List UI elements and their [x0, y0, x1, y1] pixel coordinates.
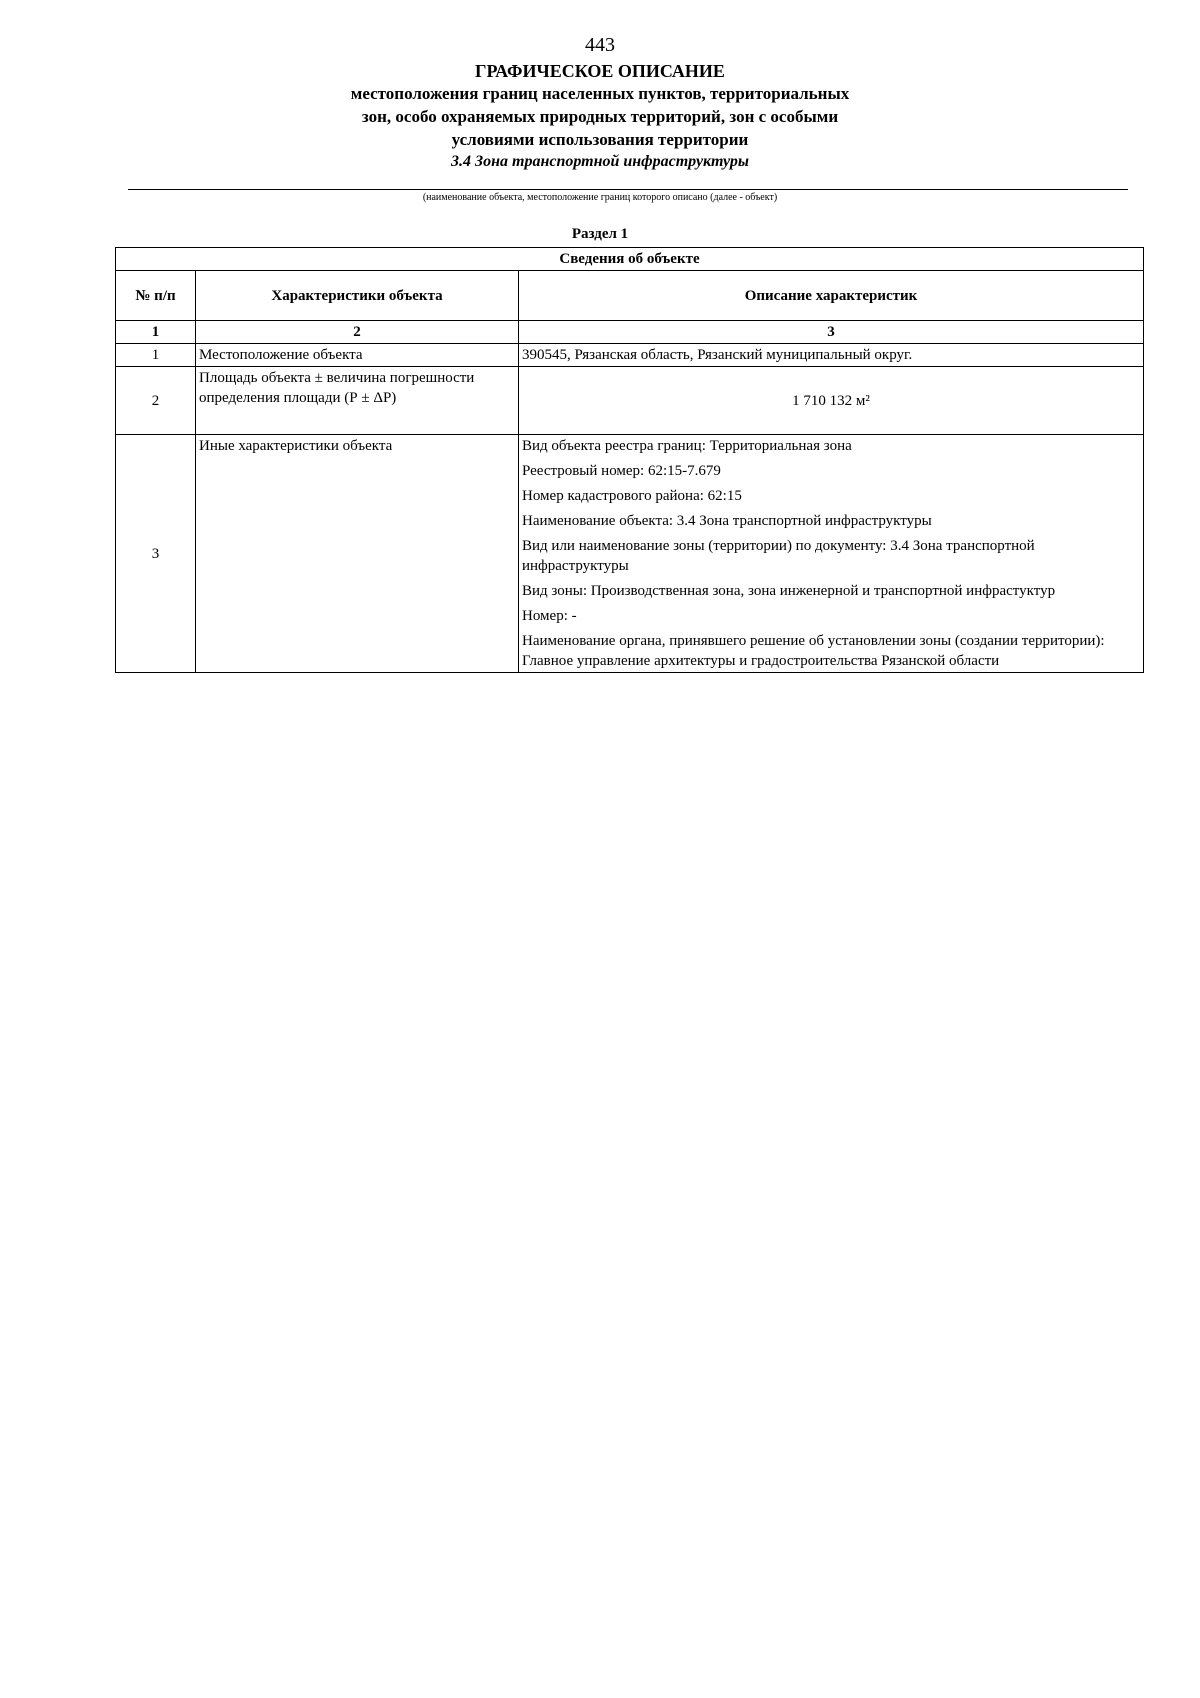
document-title: ГРАФИЧЕСКОЕ ОПИСАНИЕ — [475, 61, 725, 81]
page-number: 443 — [585, 34, 615, 56]
description-line: Вид объекта реестра границ: Территориальная зона — [522, 438, 852, 454]
object-caption: (наименование объекта, местоположение границ которого описано (далее - объект) — [422, 192, 778, 203]
table-row — [116, 435, 1144, 673]
column-number-row — [116, 321, 1144, 344]
header-num: № п/п — [116, 271, 196, 321]
row-num: 1 — [116, 344, 196, 367]
row-num: 3 — [116, 435, 196, 673]
column-number-3: 3 — [519, 321, 1144, 344]
document-subtitle-line-3: условиями использования территории — [451, 130, 749, 149]
description-line: Номер кадастрового района: 62:15 — [522, 488, 742, 504]
column-number-1: 1 — [116, 321, 196, 344]
description-line: Вид или наименование зоны (территории) по документу: 3.4 Зона транспортной инфраструктуры — [522, 538, 1035, 574]
description-line: Вид зоны: Производственная зона, зона инженерной и транспортной инфрастуктур — [522, 583, 1056, 599]
description-line: Реестровый номер: 62:15-7.679 — [522, 463, 721, 479]
document-subtitle-line-2: зон, особо охраняемых природных территорий, зон с особыми — [361, 107, 839, 126]
column-number-2: 2 — [196, 321, 519, 344]
table-title-row — [116, 248, 1144, 271]
document-title-block — [0, 60, 1200, 173]
object-info-table — [115, 247, 1144, 673]
table-row — [116, 344, 1144, 367]
row-characteristic: Площадь объекта ± величина погрешности определения площади (Р ± ΔР) — [196, 367, 519, 435]
row-num: 2 — [116, 367, 196, 435]
row-description: 390545, Рязанская область, Рязанский муниципальный округ. — [519, 344, 1144, 367]
table-title: Сведения об объекте — [116, 248, 1144, 271]
row-description: 1 710 132 м² — [519, 367, 1144, 435]
object-name: 3.4 Зона транспортной инфраструктуры — [451, 153, 749, 170]
row-characteristic: Иные характеристики объекта — [196, 435, 519, 673]
object-name-underline — [128, 189, 1128, 190]
document-subtitle-line-1: местоположения границ населенных пунктов, территориальных — [350, 84, 850, 103]
header-characteristic: Характеристики объекта — [196, 271, 519, 321]
description-line: Наименование органа, принявшего решение об установлении зоны (создании территории): Главное управление архитектуры и градостроительства Рязанской области — [522, 633, 1105, 669]
row-description-list — [519, 435, 1144, 673]
table-header-row — [116, 271, 1144, 321]
description-line: Номер: - — [522, 608, 577, 624]
table-row — [116, 367, 1144, 435]
section-title: Раздел 1 — [571, 226, 629, 242]
header-description: Описание характеристик — [519, 271, 1144, 321]
description-line: Наименование объекта: 3.4 Зона транспортной инфраструктуры — [522, 513, 932, 529]
row-characteristic: Местоположение объекта — [196, 344, 519, 367]
